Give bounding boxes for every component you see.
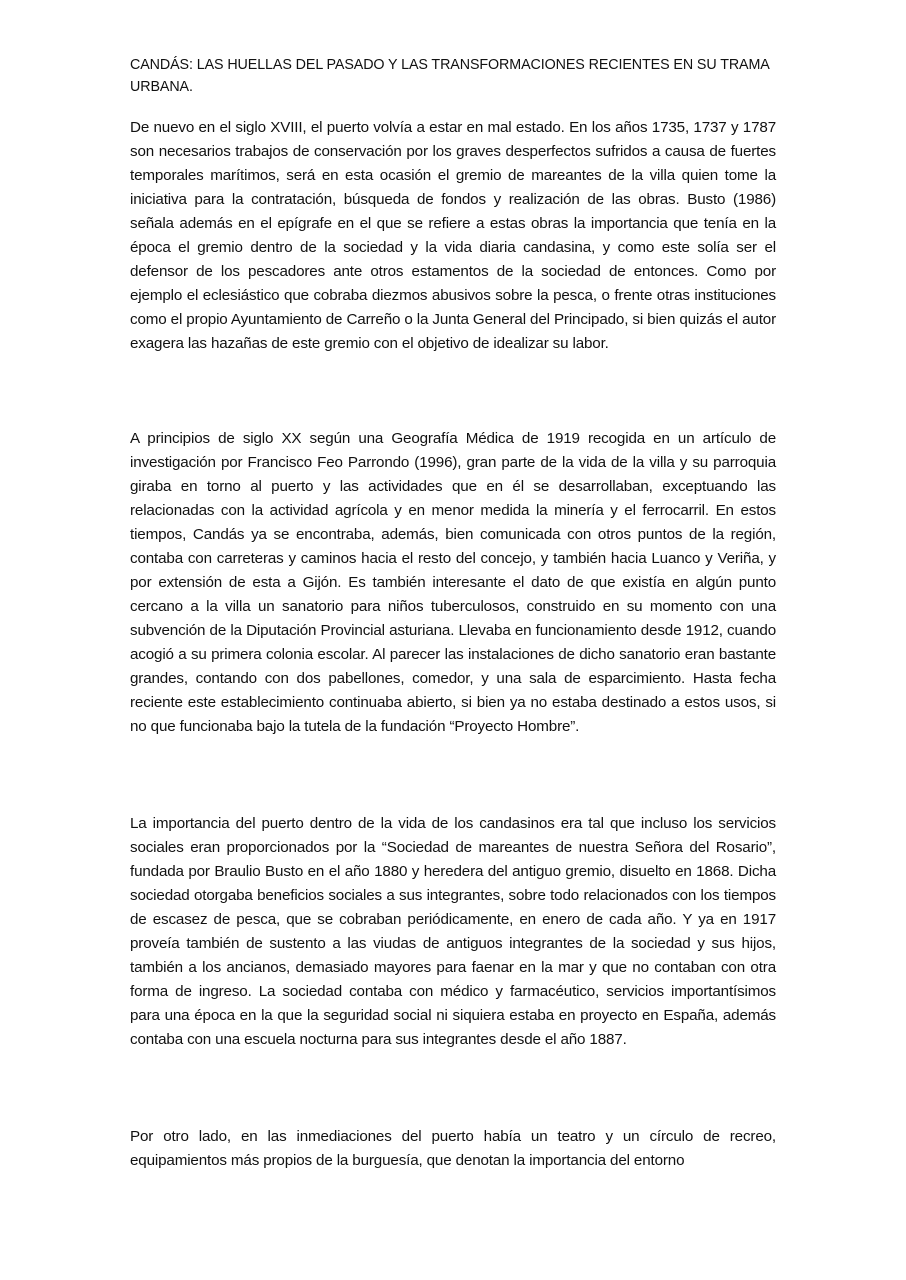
page-header: CANDÁS: LAS HUELLAS DEL PASADO Y LAS TRANSFORMACIONES RECIENTES EN SU TRAMA URBANA. [130, 57, 769, 95]
paragraph-sociedad-mareantes: La importancia del puerto dentro de la vida de los candasinos era tal que incluso los servicios sociales eran proporcionados por la “Sociedad de mareantes de nuestra Señora del Rosario”, fundada por Braulio Busto en el año 1880 y heredera del antiguo gremio, disuelto en 1868. Dicha sociedad otorgaba beneficios sociales a sus integrantes, sobre todo relacionados con los tiempos de escasez de pesca, que se cobraban periódicamente, en enero de cada año. Y ya en 1917 proveía también de sustento a las viudas de antiguos integrantes de la sociedad y sus hijos, también a los ancianos, demasiado mayores para faenar en la mar y que no contaban con otra forma de ingreso. La sociedad contaba con médico y farmacéutico, servicios importantísimos para una época en la que la seguridad social ni siquiera estaba en proyecto en España, además contaba con una escuela nocturna para sus integrantes desde el año 1887. [130, 815, 776, 1048]
paragraph-siglo-xx: A principios de siglo XX según una Geografía Médica de 1919 recogida en un artículo de investigación por Francisco Feo Parrondo (1996), gran parte de la vida de la villa y su parroquia giraba en torno al puerto y las actividades que en él se desarrollaban, exceptuando las relacionadas con la actividad agrícola y en menor medida la minería y el ferrocarril. En estos tiempos, Candás ya se encontraba, además, bien comunicada con otros puntos de la región, contaba con carreteras y caminos hacia el resto del concejo, y también hacia Luanco y Veriña, y por extensión de esta a Gijón. Es también interesante el dato de que existía en algún punto cercano a la villa un sanatorio para niños tuberculosos, construido en su momento con una subvención de la Diputación Provincial asturiana. Llevaba en funcionamiento desde 1912, cuando acogió a su primera colonia escolar. Al parecer las instalaciones de dicho sanatorio eran bastante grandes, contando con dos pabellones, comedor, y una sala de esparcimiento. Hasta fecha reciente este establecimiento continuaba abierto, si bien ya no estaba destinado a estos usos, si no que funcionaba bajo la tutela de la fundación “Proyecto Hombre”. [130, 430, 776, 735]
paragraph-siglo-xviii: De nuevo en el siglo XVIII, el puerto volvía a estar en mal estado. En los años 1735, 1737 y 1787 son necesarios trabajos de conservación por los graves desperfectos sufridos a causa de fuertes temporales marítimos, será en esta ocasión el gremio de mareantes de la villa quien tome la iniciativa para la contratación, búsqueda de fondos y realización de las obras. Busto (1986) señala además en el epígrafe en el que se refiere a estas obras la importancia que tenía en la época el gremio dentro de la sociedad y la vida diaria candasina, y como este solía ser el defensor de los pescadores ante otros estamentos de la sociedad de entonces. Como por ejemplo el eclesiástico que cobraba diezmos abusivos sobre la pesca, o frente otras instituciones como el propio Ayuntamiento de Carreño o la Junta General del Principado, si bien quizás el autor exagera las hazañas de este gremio con el objetivo de idealizar su labor. [130, 119, 776, 352]
paragraph-teatro-circulo: Por otro lado, en las inmediaciones del puerto había un teatro y un círculo de recreo, equipamientos más propios de la burguesía, que denotan la importancia del entorno [130, 1128, 776, 1169]
